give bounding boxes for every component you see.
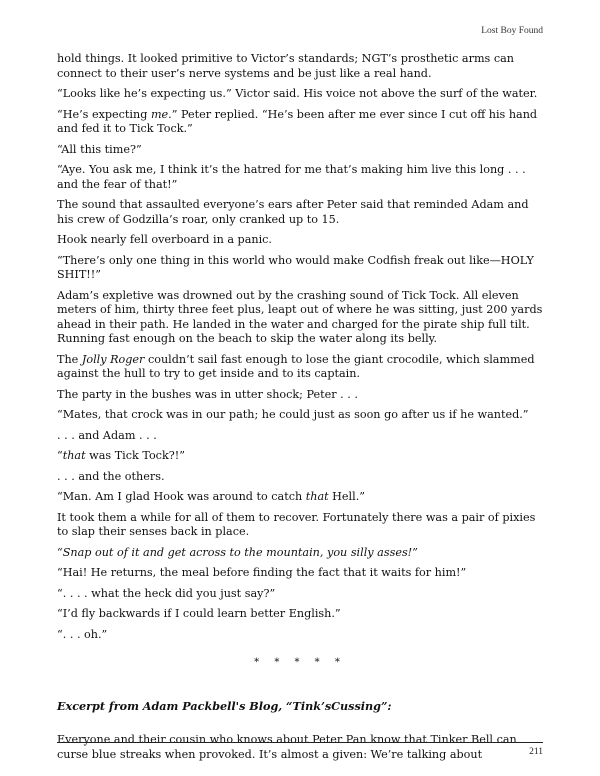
pixie-speech: “Snap out of it and get across to the mountain, you silly asses!” [57, 545, 418, 559]
paragraph: “I’d fly backwards if I could learn better English.” [57, 607, 341, 620]
excerpt-body: Everyone and their cousin who knows about Peter Pan know that Tinker Bell can curse blue streaks when provoked. It’s almost a given: We’re talking about [57, 733, 517, 761]
ship-name: Jolly Roger [81, 352, 145, 366]
excerpt-heading: Excerpt from Adam Packbell's Blog, “Tink’sCussing”: [57, 698, 392, 713]
paragraph: “He’s expecting me.” Peter replied. “He’s been after me ever since I cut off his hand and fed it to Tick Tock.” [57, 107, 538, 135]
paragraph: “. . . . what the heck did you just say?” [57, 586, 276, 600]
paragraph: The sound that assaulted everyone’s ears after Peter said that reminded Adam and his crew of Godzilla’s roar, only cranked up to 15. [57, 198, 529, 226]
body-text [57, 52, 543, 768]
emphasis: that [62, 449, 86, 462]
paragraph: It took them a while for all of them to recover. Fortunately there was a pair of pixies to slap their senses back in place. [57, 510, 536, 538]
paragraph: “There’s only one thing in this world who would make Codfish freak out like—HOLY SHIT!!” [57, 253, 534, 281]
section-separator: * * * * * [254, 657, 346, 668]
paragraph [57, 546, 543, 561]
running-header: Lost Boy Found [481, 26, 543, 36]
paragraph: . . . and Adam . . . [57, 428, 157, 442]
paragraph: The Jolly Roger couldn’t sail fast enough to lose the giant crocodile, which slammed against the hull to try to get inside and to its captain. [57, 352, 535, 380]
paragraph: The party in the bushes was in utter shock; Peter . . . [57, 387, 358, 401]
emphasis: that [305, 490, 329, 503]
paragraph: “Aye. You ask me, I think it’s the hatred for me that’s making him live this long . . . and the fear of that!” [57, 163, 526, 191]
footer-rule [57, 742, 543, 743]
page-number: 211 [529, 747, 543, 757]
paragraph: Adam’s expletive was drowned out by the crashing sound of Tick Tock. All eleven meters of him, thirty three feet plus, leapt out of where he was sitting, just 200 yards ahead in their path. He landed in the water and charged for the pirate ship full tilt. Running fast enough on the beach to skip the water along its belly. [57, 288, 543, 345]
paragraph: “Looks like he’s expecting us.” Victor said. His voice not above the surf of the water. [57, 87, 538, 100]
paragraph: “All this time?” [57, 142, 142, 156]
paragraph: “that was Tick Tock?!” [57, 449, 185, 462]
emphasis: me. [150, 107, 172, 121]
paragraph: “Man. Am I glad Hook was around to catch that Hell.” [57, 490, 365, 503]
paragraph: . . . and the others. [57, 469, 165, 483]
paragraph: hold things. It looked primitive to Victor’s standards; NGT’s prosthetic arms can connect to their user’s nerve systems and be just like a real hand. [57, 52, 514, 80]
paragraph: “. . . oh.” [57, 627, 108, 641]
paragraph: Hook nearly fell overboard in a panic. [57, 233, 272, 246]
paragraph: “Hai! He returns, the meal before finding the fact that it waits for him!” [57, 566, 467, 579]
paragraph: “Mates, that crock was in our path; he could just as soon go after us if he wanted.” [57, 408, 529, 421]
